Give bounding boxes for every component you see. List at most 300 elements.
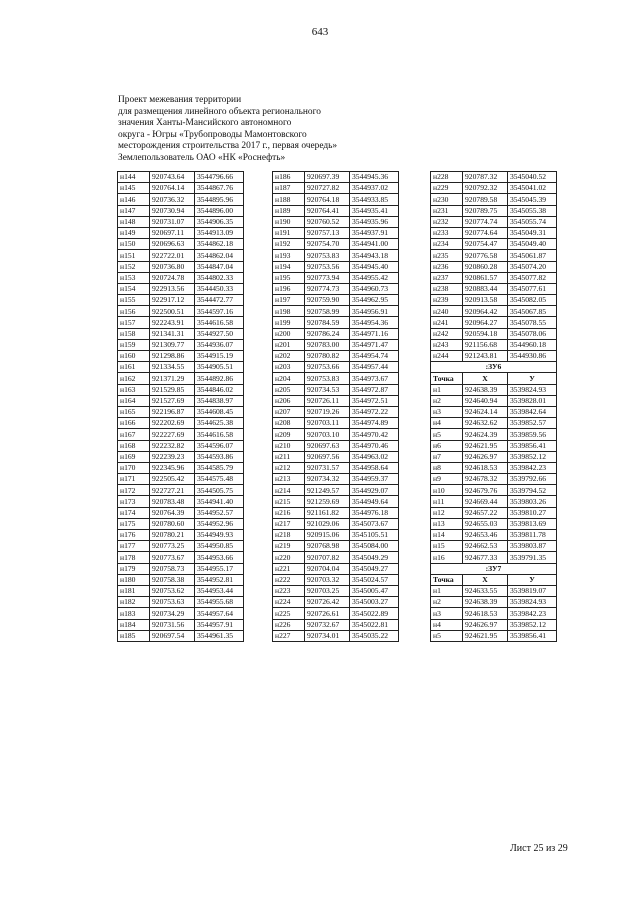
table-row — [431, 239, 557, 250]
point-id-cell: н209 — [273, 429, 305, 440]
x-coordinate-cell: 920703.25 — [305, 585, 350, 596]
y-coordinate-cell: 3544950.85 — [195, 541, 244, 552]
y-coordinate-cell: 3544846.02 — [195, 384, 244, 395]
point-id-cell: н8 — [431, 462, 463, 473]
point-id-cell: н165 — [118, 406, 150, 417]
section-title: :ЗУ6 — [431, 362, 557, 373]
point-id-cell: н188 — [273, 194, 305, 205]
y-coordinate-cell: 3544956.91 — [350, 306, 399, 317]
point-id-cell: н211 — [273, 451, 305, 462]
point-id-cell: н184 — [118, 619, 150, 630]
x-coordinate-cell: 920784.59 — [305, 317, 350, 328]
point-id-cell: н157 — [118, 317, 150, 328]
point-id-cell: н176 — [118, 530, 150, 541]
y-coordinate-cell: 3544941.40 — [195, 496, 244, 507]
x-coordinate-cell: 920789.75 — [463, 205, 508, 216]
x-coordinate-cell: 920734.53 — [305, 384, 350, 395]
table-row — [273, 261, 399, 272]
x-coordinate-cell: 921029.06 — [305, 518, 350, 529]
y-coordinate-cell: 3544913.09 — [195, 227, 244, 238]
y-coordinate-cell: 3544847.04 — [195, 261, 244, 272]
x-coordinate-cell: 922722.01 — [150, 250, 195, 261]
point-column-header: Точка — [431, 373, 463, 384]
x-coordinate-cell: 924669.44 — [463, 496, 508, 507]
y-coordinate-cell: 3544971.47 — [350, 339, 399, 350]
x-coordinate-cell: 920724.78 — [150, 272, 195, 283]
point-id-cell: н146 — [118, 194, 150, 205]
y-coordinate-cell: 3544892.86 — [195, 373, 244, 384]
sheet-counter: Лист 25 из 29 — [510, 843, 568, 854]
y-coordinate-cell: 3544450.33 — [195, 283, 244, 294]
point-id-cell: н218 — [273, 530, 305, 541]
point-id-cell: н223 — [273, 585, 305, 596]
x-coordinate-cell: 922345.96 — [150, 462, 195, 473]
point-id-cell: н244 — [431, 351, 463, 362]
point-id-cell: н161 — [118, 362, 150, 373]
x-coordinate-cell: 920780.82 — [305, 351, 350, 362]
x-coordinate-cell: 924653.46 — [463, 530, 508, 541]
y-coordinate-cell: 3545055.38 — [508, 205, 557, 216]
y-coordinate-cell: 3539792.66 — [508, 474, 557, 485]
y-coordinate-cell: 3545049.40 — [508, 239, 557, 250]
x-coordinate-cell: 924640.94 — [463, 395, 508, 406]
table-row — [118, 395, 244, 406]
point-id-cell: н224 — [273, 597, 305, 608]
x-coordinate-cell: 921243.81 — [463, 351, 508, 362]
x-coordinate-cell: 920768.98 — [305, 541, 350, 552]
y-coordinate-cell: 3544971.16 — [350, 328, 399, 339]
table-row — [431, 485, 557, 496]
table-row — [431, 183, 557, 194]
x-coordinate-cell: 920789.58 — [463, 194, 508, 205]
table-row — [118, 507, 244, 518]
point-id-cell: н174 — [118, 507, 150, 518]
point-id-cell: н3 — [431, 608, 463, 619]
y-coordinate-cell: 3544952.57 — [195, 507, 244, 518]
table-row — [273, 339, 399, 350]
point-id-cell: н237 — [431, 272, 463, 283]
point-id-cell: н234 — [431, 239, 463, 250]
point-id-cell: н236 — [431, 261, 463, 272]
table-row — [118, 239, 244, 250]
y-coordinate-cell: 3544943.18 — [350, 250, 399, 261]
x-coordinate-cell: 920754.47 — [463, 239, 508, 250]
x-coordinate-cell: 920753.56 — [305, 261, 350, 272]
y-coordinate-cell: 3539852.57 — [508, 418, 557, 429]
y-coordinate-cell: 3544972.87 — [350, 384, 399, 395]
table-row — [273, 429, 399, 440]
y-coordinate-cell: 3539852.12 — [508, 619, 557, 630]
x-coordinate-cell: 920734.01 — [305, 630, 350, 641]
point-id-cell: н1 — [431, 384, 463, 395]
header-line: Землепользователь ОАО «НК «Роснефть» — [118, 152, 286, 163]
point-id-cell: н12 — [431, 507, 463, 518]
y-coordinate-cell: 3544954.36 — [350, 317, 399, 328]
y-coordinate-cell: 3545077.61 — [508, 283, 557, 294]
x-coordinate-cell: 920764.14 — [150, 183, 195, 194]
point-id-cell: н144 — [118, 172, 150, 183]
y-coordinate-cell: 3545078.06 — [508, 328, 557, 339]
table-row — [118, 474, 244, 485]
table-row — [118, 250, 244, 261]
point-id-cell: н201 — [273, 339, 305, 350]
table-row — [273, 541, 399, 552]
point-id-cell: н159 — [118, 339, 150, 350]
point-id-cell: н202 — [273, 351, 305, 362]
x-coordinate-cell: 920913.58 — [463, 295, 508, 306]
table-row — [118, 418, 244, 429]
y-coordinate-cell: 3544937.91 — [350, 227, 399, 238]
section-title: :ЗУ7 — [431, 563, 557, 574]
y-coordinate-cell: 3544625.38 — [195, 418, 244, 429]
y-coordinate-cell: 3544867.76 — [195, 183, 244, 194]
y-coordinate-cell: 3544896.00 — [195, 205, 244, 216]
point-id-cell: н6 — [431, 440, 463, 451]
x-coordinate-cell: 920760.52 — [305, 216, 350, 227]
table-row — [273, 295, 399, 306]
point-id-cell: н193 — [273, 250, 305, 261]
point-id-cell: н240 — [431, 306, 463, 317]
x-coordinate-cell: 920964.42 — [463, 306, 508, 317]
y-coordinate-cell: 3544945.40 — [350, 261, 399, 272]
y-coordinate-cell: 3539842.64 — [508, 406, 557, 417]
y-coordinate-cell: 3539794.52 — [508, 485, 557, 496]
x-coordinate-cell: 920757.13 — [305, 227, 350, 238]
table-row — [273, 373, 399, 384]
table-row — [118, 530, 244, 541]
point-id-cell: н213 — [273, 474, 305, 485]
y-coordinate-cell: 3545061.87 — [508, 250, 557, 261]
x-coordinate-cell: 922913.56 — [150, 283, 195, 294]
table-row — [273, 608, 399, 619]
table-row — [273, 250, 399, 261]
table-row — [118, 351, 244, 362]
point-id-cell: н168 — [118, 440, 150, 451]
x-coordinate-cell: 922505.42 — [150, 474, 195, 485]
y-coordinate-cell: 3545003.27 — [350, 597, 399, 608]
x-coordinate-cell: 922232.82 — [150, 440, 195, 451]
table-row — [118, 619, 244, 630]
table-row — [273, 462, 399, 473]
x-coordinate-cell: 920787.32 — [463, 172, 508, 183]
x-column-header: X — [463, 373, 508, 384]
x-coordinate-cell: 920697.63 — [305, 440, 350, 451]
y-coordinate-cell: 3544970.42 — [350, 429, 399, 440]
y-coordinate-cell: 3544472.77 — [195, 295, 244, 306]
x-coordinate-cell: 921529.85 — [150, 384, 195, 395]
y-coordinate-cell: 3539810.27 — [508, 507, 557, 518]
y-coordinate-cell: 3539791.35 — [508, 552, 557, 563]
table-row — [118, 462, 244, 473]
table-row — [431, 261, 557, 272]
table-header-row — [431, 373, 557, 384]
point-id-cell: н162 — [118, 373, 150, 384]
x-coordinate-cell: 921309.77 — [150, 339, 195, 350]
x-coordinate-cell: 920774.73 — [305, 283, 350, 294]
header-line: месторождения строительства 2017 г., первая очередь» — [118, 141, 338, 152]
point-id-cell: н173 — [118, 496, 150, 507]
table-row — [431, 194, 557, 205]
x-coordinate-cell: 920719.26 — [305, 406, 350, 417]
x-coordinate-cell: 920915.06 — [305, 530, 350, 541]
point-id-cell: н150 — [118, 239, 150, 250]
point-id-cell: н235 — [431, 250, 463, 261]
y-coordinate-cell: 3545067.85 — [508, 306, 557, 317]
point-id-cell: н190 — [273, 216, 305, 227]
table-row — [273, 205, 399, 216]
x-coordinate-cell: 924624.14 — [463, 406, 508, 417]
x-coordinate-cell: 920704.04 — [305, 563, 350, 574]
table-row — [273, 597, 399, 608]
y-coordinate-cell: 3544608.45 — [195, 406, 244, 417]
y-coordinate-cell: 3544862.18 — [195, 239, 244, 250]
point-column-header: Точка — [431, 574, 463, 585]
point-id-cell: н233 — [431, 227, 463, 238]
y-coordinate-cell: 3539856.41 — [508, 440, 557, 451]
y-coordinate-cell: 3544933.85 — [350, 194, 399, 205]
point-id-cell: н172 — [118, 485, 150, 496]
table-row — [431, 608, 557, 619]
x-coordinate-cell: 920783.00 — [305, 339, 350, 350]
point-id-cell: н147 — [118, 205, 150, 216]
x-coordinate-cell: 920753.83 — [305, 250, 350, 261]
y-coordinate-cell: 3544915.19 — [195, 351, 244, 362]
table-row — [273, 485, 399, 496]
y-coordinate-cell: 3539824.93 — [508, 384, 557, 395]
table-row — [431, 451, 557, 462]
x-coordinate-cell: 922196.87 — [150, 406, 195, 417]
x-coordinate-cell: 921156.68 — [463, 339, 508, 350]
table-row — [431, 205, 557, 216]
table-row — [118, 630, 244, 641]
table-row — [118, 283, 244, 294]
x-coordinate-cell: 924679.76 — [463, 485, 508, 496]
x-coordinate-cell: 924638.39 — [463, 597, 508, 608]
point-id-cell: н158 — [118, 328, 150, 339]
y-coordinate-cell: 3544952.81 — [195, 574, 244, 585]
x-coordinate-cell: 920792.32 — [463, 183, 508, 194]
y-coordinate-cell: 3544961.35 — [195, 630, 244, 641]
x-coordinate-cell: 924638.39 — [463, 384, 508, 395]
y-coordinate-cell: 3545022.89 — [350, 608, 399, 619]
point-id-cell: н212 — [273, 462, 305, 473]
y-column-header: У — [508, 373, 557, 384]
point-id-cell: н178 — [118, 552, 150, 563]
y-coordinate-cell: 3544958.64 — [350, 462, 399, 473]
point-id-cell: н152 — [118, 261, 150, 272]
table-row — [431, 272, 557, 283]
x-coordinate-cell: 924618.53 — [463, 462, 508, 473]
x-coordinate-cell: 920753.66 — [305, 362, 350, 373]
x-coordinate-cell: 920707.82 — [305, 552, 350, 563]
y-coordinate-cell: 3544960.73 — [350, 283, 399, 294]
x-coordinate-cell: 920964.27 — [463, 317, 508, 328]
point-id-cell: н11 — [431, 496, 463, 507]
x-coordinate-cell: 920753.63 — [150, 597, 195, 608]
table-row — [431, 216, 557, 227]
point-id-cell: н2 — [431, 597, 463, 608]
y-coordinate-cell: 3544596.07 — [195, 440, 244, 451]
point-id-cell: н1 — [431, 585, 463, 596]
point-id-cell: н183 — [118, 608, 150, 619]
x-coordinate-cell: 920726.42 — [305, 597, 350, 608]
point-id-cell: н154 — [118, 283, 150, 294]
x-coordinate-cell: 920743.64 — [150, 172, 195, 183]
point-id-cell: н13 — [431, 518, 463, 529]
point-id-cell: н156 — [118, 306, 150, 317]
x-coordinate-cell: 921341.31 — [150, 328, 195, 339]
point-id-cell: н222 — [273, 574, 305, 585]
y-coordinate-cell: 3544941.00 — [350, 239, 399, 250]
x-coordinate-cell: 920731.07 — [150, 216, 195, 227]
table-row — [431, 552, 557, 563]
table-row — [118, 295, 244, 306]
y-coordinate-cell: 3544597.16 — [195, 306, 244, 317]
point-id-cell: н186 — [273, 172, 305, 183]
point-id-cell: н220 — [273, 552, 305, 563]
page-number: 643 — [311, 26, 329, 38]
point-id-cell: н216 — [273, 507, 305, 518]
point-id-cell: н171 — [118, 474, 150, 485]
point-id-cell: н2 — [431, 395, 463, 406]
table-row — [273, 306, 399, 317]
x-coordinate-cell: 922227.69 — [150, 429, 195, 440]
y-coordinate-cell: 3544953.66 — [195, 552, 244, 563]
table-row — [118, 597, 244, 608]
point-id-cell: н177 — [118, 541, 150, 552]
point-id-cell: н241 — [431, 317, 463, 328]
y-coordinate-cell: 3544959.37 — [350, 474, 399, 485]
point-id-cell: н185 — [118, 630, 150, 641]
y-coordinate-cell: 3545024.57 — [350, 574, 399, 585]
y-coordinate-cell: 3544952.96 — [195, 518, 244, 529]
point-id-cell: н170 — [118, 462, 150, 473]
point-id-cell: н194 — [273, 261, 305, 272]
x-coordinate-cell: 920758.73 — [150, 563, 195, 574]
table-row — [118, 541, 244, 552]
y-coordinate-cell: 3544949.93 — [195, 530, 244, 541]
table-row — [273, 619, 399, 630]
y-coordinate-cell: 3544927.50 — [195, 328, 244, 339]
header-line: Проект межевания территории — [118, 95, 242, 105]
x-coordinate-cell: 924626.97 — [463, 619, 508, 630]
point-id-cell: н210 — [273, 440, 305, 451]
y-coordinate-cell: 3539819.07 — [508, 585, 557, 596]
table-row — [273, 451, 399, 462]
document-header — [118, 95, 418, 165]
table-row — [273, 518, 399, 529]
x-coordinate-cell: 922727.21 — [150, 485, 195, 496]
point-id-cell: н238 — [431, 283, 463, 294]
point-id-cell: н199 — [273, 317, 305, 328]
x-coordinate-cell: 924677.33 — [463, 552, 508, 563]
y-coordinate-cell: 3539811.78 — [508, 530, 557, 541]
table-row — [273, 362, 399, 373]
table-row — [431, 619, 557, 630]
y-coordinate-cell: 3545078.55 — [508, 317, 557, 328]
table-row — [118, 451, 244, 462]
point-id-cell: н243 — [431, 339, 463, 350]
y-coordinate-cell: 3544895.96 — [195, 194, 244, 205]
x-coordinate-cell: 920753.83 — [305, 373, 350, 384]
coordinates-table-2 — [272, 171, 399, 642]
y-coordinate-cell: 3544963.02 — [350, 451, 399, 462]
table-row — [273, 552, 399, 563]
y-coordinate-cell: 3544973.67 — [350, 373, 399, 384]
table-row — [431, 530, 557, 541]
point-id-cell: н14 — [431, 530, 463, 541]
table-row — [118, 440, 244, 451]
table-row — [273, 507, 399, 518]
table-row — [273, 272, 399, 283]
point-id-cell: н219 — [273, 541, 305, 552]
point-id-cell: н10 — [431, 485, 463, 496]
x-coordinate-cell: 920726.61 — [305, 608, 350, 619]
y-coordinate-cell: 3544957.91 — [195, 619, 244, 630]
x-coordinate-cell: 920773.67 — [150, 552, 195, 563]
coordinates-table-1 — [117, 171, 244, 642]
point-id-cell: н15 — [431, 541, 463, 552]
table-row — [118, 272, 244, 283]
point-id-cell: н148 — [118, 216, 150, 227]
x-coordinate-cell: 924678.32 — [463, 474, 508, 485]
x-coordinate-cell: 920697.56 — [305, 451, 350, 462]
x-coordinate-cell: 924655.03 — [463, 518, 508, 529]
table-row — [118, 205, 244, 216]
y-coordinate-cell: 3544976.18 — [350, 507, 399, 518]
point-id-cell: н163 — [118, 384, 150, 395]
x-coordinate-cell: 920764.39 — [150, 507, 195, 518]
table-row — [431, 283, 557, 294]
table-row — [431, 541, 557, 552]
table-row — [273, 563, 399, 574]
point-id-cell: н232 — [431, 216, 463, 227]
x-coordinate-cell: 920697.39 — [305, 172, 350, 183]
table-row — [118, 552, 244, 563]
point-id-cell: н4 — [431, 619, 463, 630]
table-row — [273, 172, 399, 183]
point-id-cell: н206 — [273, 395, 305, 406]
table-row — [431, 339, 557, 350]
table-row — [431, 306, 557, 317]
y-coordinate-cell: 3545022.81 — [350, 619, 399, 630]
point-id-cell: н9 — [431, 474, 463, 485]
table-row — [118, 373, 244, 384]
point-id-cell: н169 — [118, 451, 150, 462]
point-id-cell: н203 — [273, 362, 305, 373]
x-coordinate-cell: 920774.64 — [463, 227, 508, 238]
point-id-cell: н4 — [431, 418, 463, 429]
point-id-cell: н155 — [118, 295, 150, 306]
x-coordinate-cell: 920753.62 — [150, 585, 195, 596]
table-row — [273, 406, 399, 417]
table-row — [273, 384, 399, 395]
x-coordinate-cell: 924626.97 — [463, 451, 508, 462]
point-id-cell: н16 — [431, 552, 463, 563]
y-coordinate-cell: 3544929.07 — [350, 485, 399, 496]
x-coordinate-cell: 920734.29 — [150, 608, 195, 619]
x-coordinate-cell: 920780.21 — [150, 530, 195, 541]
x-coordinate-cell: 924618.53 — [463, 608, 508, 619]
table-row — [118, 183, 244, 194]
table-row — [431, 585, 557, 596]
y-coordinate-cell: 3544949.64 — [350, 496, 399, 507]
table-row — [118, 485, 244, 496]
point-id-cell: н205 — [273, 384, 305, 395]
point-id-cell: н153 — [118, 272, 150, 283]
table-row — [273, 530, 399, 541]
x-coordinate-cell: 920736.32 — [150, 194, 195, 205]
